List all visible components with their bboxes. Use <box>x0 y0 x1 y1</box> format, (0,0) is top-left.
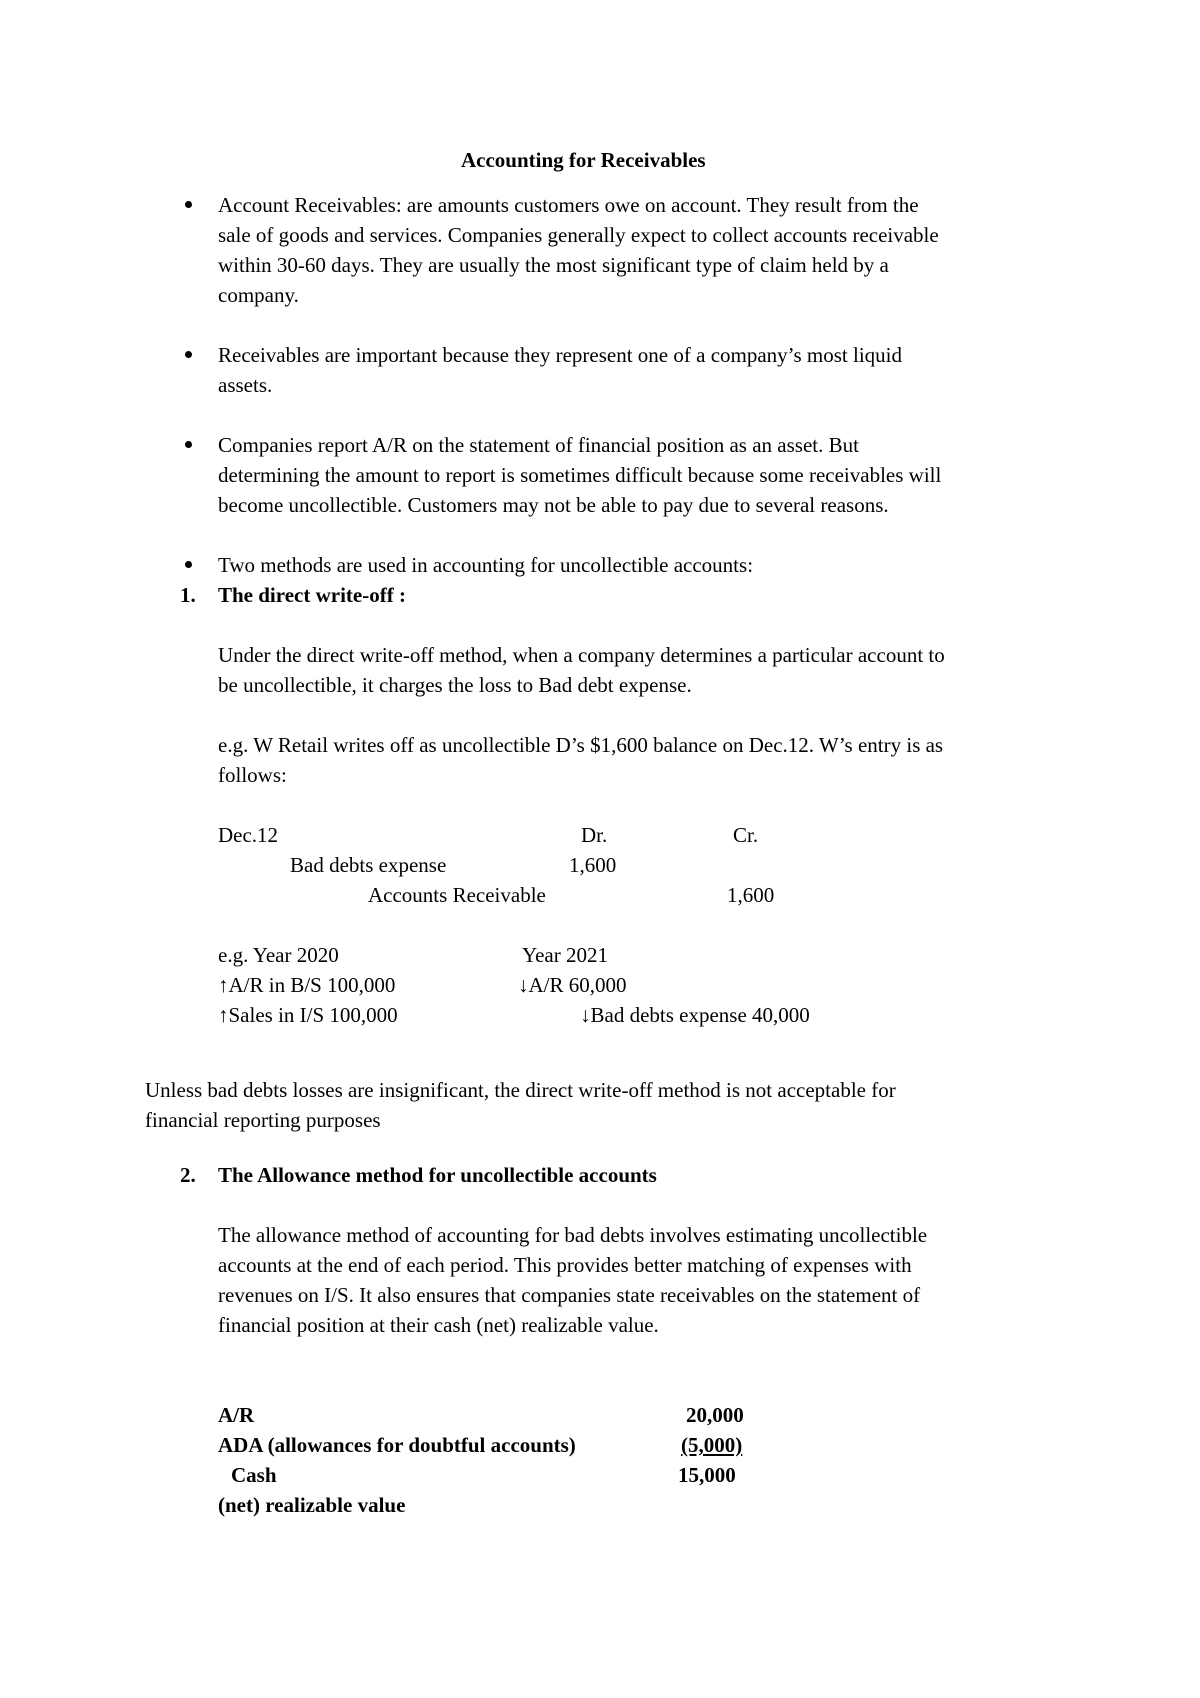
bullet-1-line-2: sale of goods and services. Companies generally expect to collect accounts receivable <box>218 223 939 247</box>
bullet-1-line-3: within 30-60 days. They are usually the most significant type of claim held by a <box>218 253 889 277</box>
bullet-3-line-2: determining the amount to report is sometimes difficult because some receivables will <box>218 463 942 487</box>
bullet-dot <box>185 351 192 358</box>
method-1-para-line-1: Under the direct write-off method, when a company determines a particular account to <box>218 643 945 667</box>
example-2-left-line-1: e.g. Year 2020 <box>218 943 339 967</box>
method-2-para-line-3: revenues on I/S. It also ensures that companies state receivables on the statement of <box>218 1283 921 1307</box>
nrv-label: (net) realizable value <box>218 1493 406 1517</box>
conclusion-line-1: Unless bad debts losses are insignificant, the direct write-off method is not acceptable for <box>145 1078 896 1102</box>
bullet-2-line-1: Receivables are important because they represent one of a company’s most liquid <box>218 343 903 367</box>
ar-label: A/R <box>218 1403 255 1427</box>
example-2-right-line-2: ↓A/R 60,000 <box>518 973 627 997</box>
bullet-1-line-1: Account Receivables: are amounts customers owe on account. They result from the <box>218 193 919 217</box>
journal-credit-amount: 1,600 <box>727 883 775 907</box>
conclusion-line-2: financial reporting purposes <box>145 1108 381 1132</box>
method-2-para-line-4: financial position at their cash (net) realizable value. <box>218 1313 659 1337</box>
method-2-para-line-1: The allowance method of accounting for bad debts involves estimating uncollectible <box>218 1223 928 1247</box>
bullet-4-line-1: Two methods are used in accounting for uncollectible accounts: <box>218 553 754 577</box>
example-2-right-line-1: Year 2021 <box>522 943 608 967</box>
bullet-dot <box>185 561 192 568</box>
bullet-1-line-4: company. <box>218 283 299 307</box>
method-1-number: 1. <box>180 583 196 607</box>
ada-label: ADA (allowances for doubtful accounts) <box>218 1433 576 1457</box>
journal-date: Dec.12 <box>218 823 279 847</box>
cash-value: 15,000 <box>678 1463 736 1487</box>
journal-cr-header: Cr. <box>733 823 759 847</box>
example-2-right-line-3: ↓Bad debts expense 40,000 <box>580 1003 810 1027</box>
method-1-heading: The direct write-off : <box>218 583 406 607</box>
page-title: Accounting for Receivables <box>461 148 706 172</box>
example-1-line-2: follows: <box>218 763 287 787</box>
ar-value: 20,000 <box>686 1403 744 1427</box>
example-1-line-1: e.g. W Retail writes off as uncollectible D’s $1,600 balance on Dec.12. W’s entry is as <box>218 733 944 757</box>
bullet-3-line-1: Companies report A/R on the statement of financial position as an asset. But <box>218 433 859 457</box>
method-2-number: 2. <box>180 1163 196 1187</box>
journal-debit-amount: 1,600 <box>569 853 617 877</box>
bullet-dot <box>185 201 192 208</box>
bullet-3-line-3: become uncollectible. Customers may not be able to pay due to several reasons. <box>218 493 889 517</box>
journal-dr-header: Dr. <box>581 823 608 847</box>
cash-label: Cash <box>231 1463 277 1487</box>
ada-value: (5,000) <box>681 1433 743 1457</box>
bullet-dot <box>185 441 192 448</box>
journal-debit-account: Bad debts expense <box>290 853 447 877</box>
bullet-2-line-2: assets. <box>218 373 273 397</box>
journal-credit-account: Accounts Receivable <box>368 883 546 907</box>
example-2-left-line-2: ↑A/R in B/S 100,000 <box>218 973 396 997</box>
method-2-heading: The Allowance method for uncollectible accounts <box>218 1163 657 1187</box>
example-2-left-line-3: ↑Sales in I/S 100,000 <box>218 1003 398 1027</box>
method-2-para-line-2: accounts at the end of each period. This provides better matching of expenses with <box>218 1253 912 1277</box>
method-1-para-line-2: be uncollectible, it charges the loss to Bad debt expense. <box>218 673 692 697</box>
